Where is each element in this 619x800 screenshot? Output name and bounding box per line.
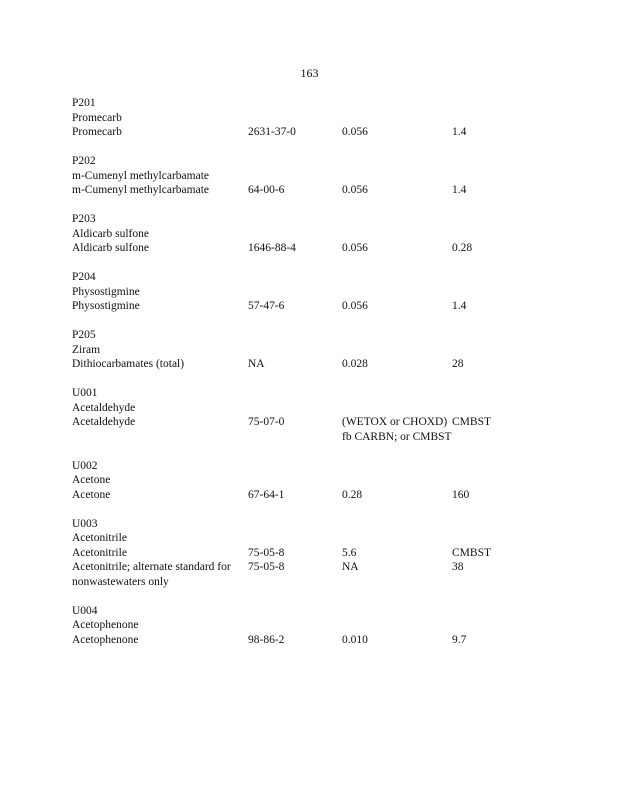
constituent-name: Acetophenone xyxy=(72,633,139,646)
nonwastewater-standard: 160 xyxy=(452,488,470,501)
constituent-row xyxy=(72,299,572,314)
waste-code-entry xyxy=(72,386,572,444)
nonwastewater-standard: 1.4 xyxy=(452,184,467,196)
cas-number: NA xyxy=(248,358,265,370)
constituent-name: Physostigmine xyxy=(72,300,140,312)
waste-code: P205 xyxy=(72,329,96,341)
page-number: 163 xyxy=(300,66,319,80)
waste-code: P202 xyxy=(72,155,96,167)
constituent-name: m-Cumenyl methylcarbamate xyxy=(72,184,209,196)
wastewater-standard: 0.056 xyxy=(342,300,368,312)
wastewater-standard: 0.010 xyxy=(342,633,368,646)
waste-code: P204 xyxy=(72,271,96,283)
wastewater-standard: 5.6 xyxy=(342,546,357,559)
cas-number: 1646-88-4 xyxy=(248,242,296,254)
waste-code: U003 xyxy=(72,517,98,530)
nonwastewater-standard: CMBST xyxy=(452,416,491,428)
constituent-row xyxy=(72,546,572,561)
waste-description: Acetaldehyde xyxy=(72,401,136,414)
cas-number: 57-47-6 xyxy=(248,300,285,312)
constituent-row xyxy=(72,241,572,256)
cas-number: 75-07-0 xyxy=(248,416,285,428)
waste-code-entry xyxy=(72,604,572,648)
wastewater-standard: 0.028 xyxy=(342,358,368,370)
constituent-name: Dithiocarbamates (total) xyxy=(72,358,185,370)
waste-code: P201 xyxy=(72,97,96,109)
waste-code-entry xyxy=(72,154,572,198)
constituent-name: Acetonitrile; alternate standard for nonwastewaters only xyxy=(72,561,231,588)
wastewater-standard: NA xyxy=(342,561,359,573)
waste-code-entry xyxy=(72,270,572,314)
cas-number: 75-05-8 xyxy=(248,546,285,559)
waste-code-entry xyxy=(72,459,572,503)
cas-number: 64-00-6 xyxy=(248,184,285,196)
waste-code: P203 xyxy=(72,213,96,225)
constituent-row xyxy=(72,125,572,140)
constituent-name: Promecarb xyxy=(72,126,122,138)
waste-description: Acetophenone xyxy=(72,619,139,631)
constituent-name: Acetaldehyde xyxy=(72,416,136,428)
waste-code-entry xyxy=(72,517,572,590)
cas-number: 2631-37-0 xyxy=(248,126,296,138)
constituent-name: Aldicarb sulfone xyxy=(72,242,149,254)
wastewater-standard: 0.056 xyxy=(342,184,368,196)
waste-code-entry xyxy=(72,328,572,372)
waste-description: m-Cumenyl methylcarbamate xyxy=(72,169,209,182)
nonwastewater-standard: 1.4 xyxy=(452,300,467,312)
constituent-row xyxy=(72,415,572,444)
wastewater-standard: 0.056 xyxy=(342,126,368,138)
nonwastewater-standard: CMBST xyxy=(452,546,491,559)
waste-description: Physostigmine xyxy=(72,285,140,298)
wastewater-standard: 0.28 xyxy=(342,488,363,501)
waste-code-entry xyxy=(72,212,572,256)
waste-description: Acetonitrile xyxy=(72,532,127,544)
waste-code: U004 xyxy=(72,604,98,617)
cas-number: 75-05-8 xyxy=(248,561,285,573)
waste-description: Acetone xyxy=(72,474,111,486)
constituent-row xyxy=(72,560,572,589)
waste-description: Aldicarb sulfone xyxy=(72,227,149,240)
waste-code: U001 xyxy=(72,387,98,399)
waste-description: Promecarb xyxy=(72,111,122,124)
cas-number: 98-86-2 xyxy=(248,633,285,646)
waste-code-entry xyxy=(72,96,572,140)
constituent-row xyxy=(72,357,572,372)
constituent-row xyxy=(72,183,572,198)
constituent-name: Acetonitrile xyxy=(72,546,127,559)
waste-code: U002 xyxy=(72,459,98,472)
wastewater-standard: (WETOX or CHOXD) fb CARBN; or CMBST xyxy=(342,416,452,443)
constituent-name: Acetone xyxy=(72,488,111,501)
nonwastewater-standard: 0.28 xyxy=(452,242,473,254)
cas-number: 67-64-1 xyxy=(248,488,285,501)
nonwastewater-standard: 28 xyxy=(452,358,464,370)
nonwastewater-standard: 1.4 xyxy=(452,126,467,138)
wastewater-standard: 0.056 xyxy=(342,242,368,254)
nonwastewater-standard: 9.7 xyxy=(452,633,467,646)
constituent-row xyxy=(72,488,572,503)
waste-code-list xyxy=(72,96,572,662)
waste-description: Ziram xyxy=(72,343,101,356)
constituent-row xyxy=(72,633,572,648)
nonwastewater-standard: 38 xyxy=(452,561,464,573)
